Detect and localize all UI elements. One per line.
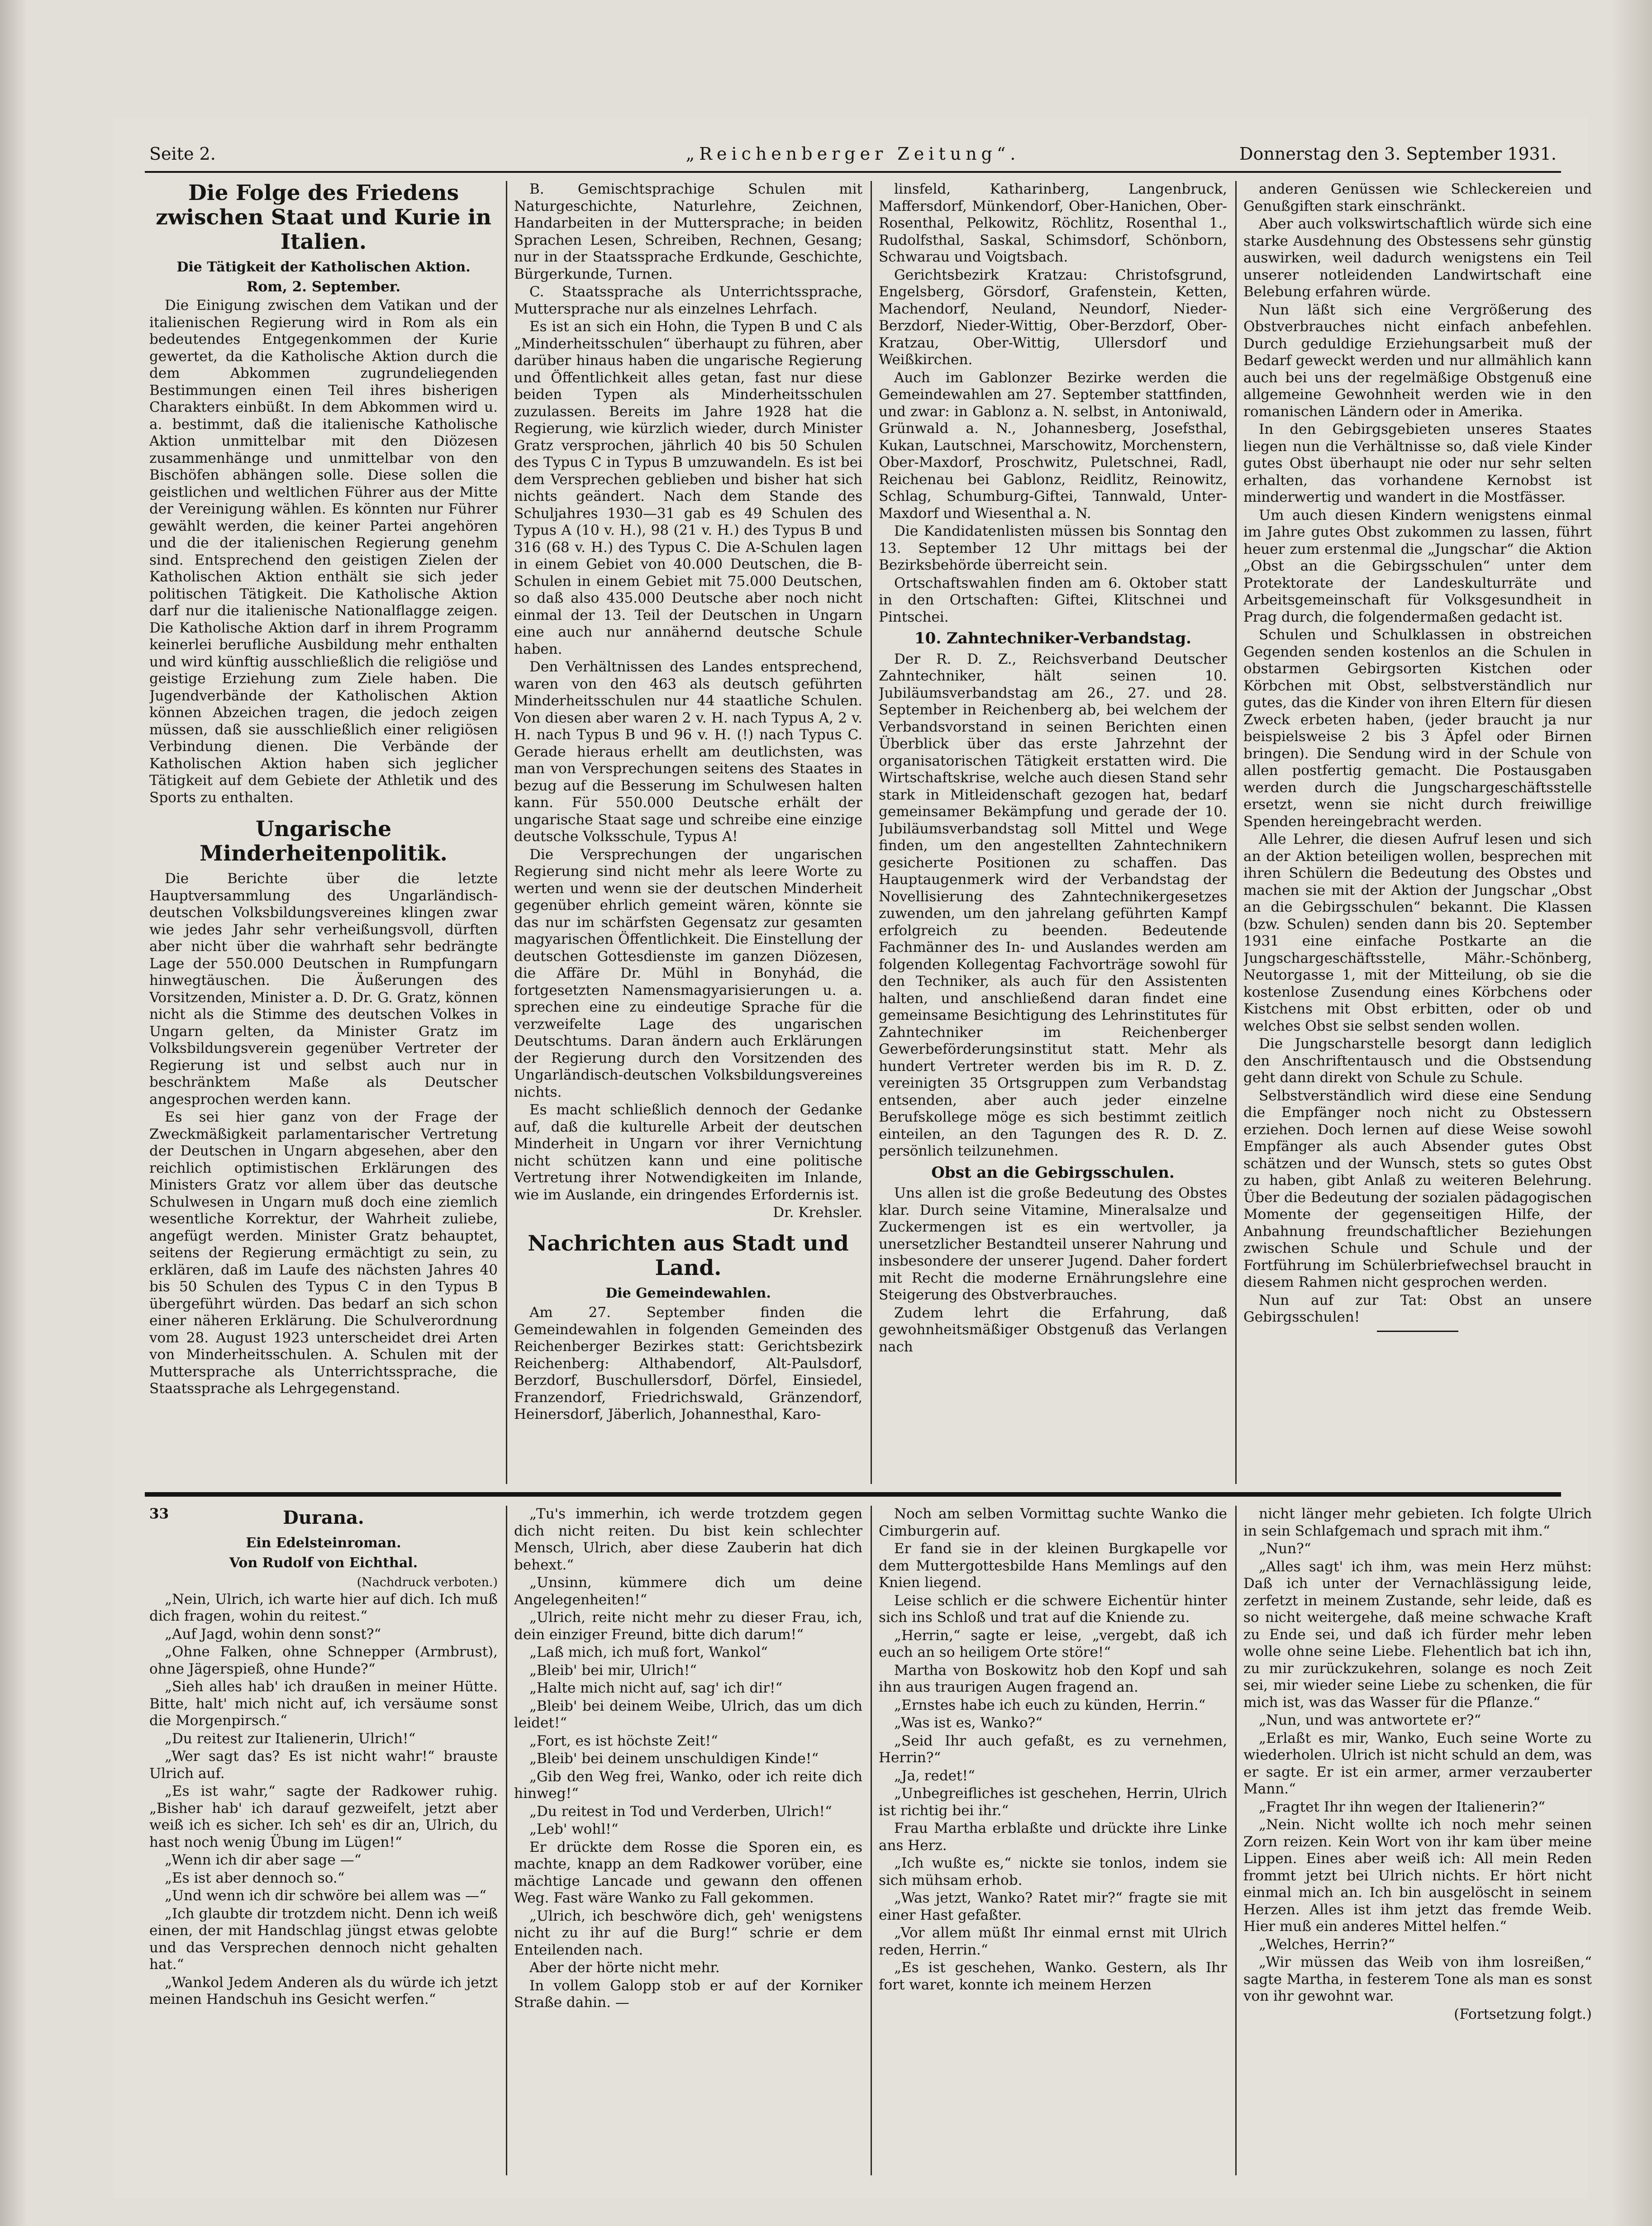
serial-paragraph: „Ohne Falken, ohne Schnepper (Armbrust), ohne Jägerspieß, ohne Hunde?“ — [149, 1644, 498, 1677]
paragraph: linsfeld, Katharinberg, Langenbruck, Maffersdorf, Münkendorf, Ober-Hanichen, Ober-Rosenthal, Pelkowitz, Röchlitz, Rosenthal 1., Rudolfsthal, Saskal, Schimsdorf, Schönborn, Schwarau und Voigtsbach. — [879, 181, 1227, 265]
column-divider — [1235, 1506, 1237, 2175]
serial-paragraph: Leise schlich er die schwere Eichentür hinter sich ins Schloß und trat auf die Kniende zu. — [879, 1592, 1227, 1626]
end-rule — [1377, 1331, 1458, 1332]
serial-paragraph: Er fand sie in der kleinen Burgkapelle vor dem Muttergottesbilde Hans Memlings auf den Knien liegend. — [879, 1541, 1227, 1591]
serial-text — [514, 1506, 862, 2012]
article-subtitle-italy: Die Tätigkeit der Katholischen Aktion. — [176, 259, 471, 275]
serial-column-3 — [879, 1506, 1227, 2184]
paragraph: B. Gemischtsprachige Schulen mit Naturgeschichte, Naturlehre, Zeichnen, Handarbeiten in der Muttersprache; in beiden Sprachen Lesen, Schreiben, Rechnen, Gesang; nur in der Staatssprache Erdkunde, Geschichte, Bürgerkunde, Turnen. — [514, 181, 862, 282]
paragraph: Selbstverständlich wird diese eine Sendung die Empfänger noch nicht zu Obstessern erziehen. Doch lernen auf diese Weise sowohl Empfänger als auch Absender gutes Obst schätzen und der Wunsch, stets so gutes Obst zu haben, gibt Anlaß zu weiteren Belehrung. Über die Bedeutung der sozialen pädagogischen Momente der gegenseitigen Hilfe, der Anbahnung freundschaftlicher Beziehungen zwischen Schule und Schule und der Fortführung im Schülerbriefwechsel braucht in diesem Rahmen nicht gesprochen werden. — [1243, 1087, 1592, 1290]
paragraph: Alle Lehrer, die diesen Aufruf lesen und sich an der Aktion beteiligen wollen, besprechen mit ihren Schülern die Bedeutung des Obstes und machen sie mit der Aktion der Jungschar „Obst an die Gebirgsschulen“ bekannt. Die Klassen (bzw. Schulen) senden dann bis 20. September 1931 eine einfache Postkarte an die Jungschargeschäftsstelle, Mähr.-Schönberg, Neutorgasse 1, mit der Mitteilung, ob sie die kostenlose Zusendung eines Körbchens oder Kistchens mit Obst erbitten, oder ob und welches Obst sie selbst senden wollen. — [1243, 831, 1592, 1034]
column-2 — [514, 181, 862, 1479]
serial-paragraph: „Wankol Jedem Anderen als du würde ich jetzt meinen Handschuh ins Gesicht werfen.“ — [149, 1974, 498, 2007]
serial-paragraph: „Es ist aber dennoch so.“ — [165, 1869, 345, 1886]
serial-paragraph: In vollem Galopp stob er auf der Korniker Straße dahin. — — [514, 1977, 862, 2011]
serial-paragraph: „Wir müssen das Weib von ihm losreißen,“ sagte Martha, in festerem Tone als man es sonst von ihr gewohnt war. — [1243, 1954, 1592, 2004]
paragraph: Um auch diesen Kindern wenigstens einmal im Jahre gutes Obst zukommen zu lassen, führt heuer zum erstenmal die „Jungschar“ die Aktion „Obst an die Gebirgsschulen“ unter dem Protektorate der Landeskulturräte und Arbeitsgemeinschaft für Volksgesundheit in Prag durch, die folgendermaßen gedacht ist. — [1243, 507, 1592, 625]
serial-paragraph: „Alles sagt' ich ihm, was mein Herz mühst: Daß ich unter der Vernachlässigung leide, zerfetzt in meinem Zustande, sehr leide, daß es so nicht weitergehe, daß meine schwache Kraft zu Ende sei, und daß ich fürder mehr leben wolle ohne seine Liebe. Flehentlich bat ich ihn, zu mir zurückzukehren, solange es noch Zeit sei, mir wieder seine Liebe zu schenken, die für mich ist, was das Wasser für die Pflanze.“ — [1243, 1558, 1592, 1711]
serial-paragraph: „Und wenn ich dir schwöre bei allem was —“ — [165, 1888, 486, 1904]
newspaper-page — [113, 118, 1592, 2199]
serial-paragraph: „Ja, redet!“ — [894, 1767, 975, 1784]
serial-paragraph: „Was jetzt, Wanko? Ratet mir?“ fragte sie mit einer Hast gefaßter. — [879, 1890, 1227, 1923]
paragraph: Uns allen ist die große Bedeutung des Obstes klar. Durch seine Vitamine, Mineralsalze und Zuckermengen ist es ein wertvoller, ja unersetzlicher Bestandteil unserer Nahrung und insbesondere der unserer Jugend. Daher fordert mit Recht die moderne Ernährungslehre eine Steigerung des Obstverbrauches. — [879, 1185, 1227, 1303]
serial-paragraph: (Fortsetzung folgt.) — [1454, 2006, 1592, 2022]
paragraph: Am 27. September finden die Gemeindewahlen in folgenden Gemeinden des Reichenberger Bezirkes statt: Gerichtsbezirk Reichenberg: Althabendorf, Alt-Paulsdorf, Berzdorf, Buschullersdorf, Dörfel, Einsiedel, Franzendorf, Friedrichswald, Gränzendorf, Heinersdorf, Jäberlich, Johannesthal, Karo- — [514, 1304, 862, 1422]
paragraph: Nun läßt sich eine Vergrößerung des Obstverbrauches nicht einfach anbefehlen. Durch geduldige Erziehungsarbeit muß der Bedarf geweckt werden und nur allmählich kann auch bei uns der regelmäßige Obstgenuß eine allgemeine Gewohnheit werden wie in den romanischen Ländern oder in Amerika. — [1243, 301, 1592, 420]
paragraph: Es sei hier ganz von der Frage der Zweckmäßigkeit parlamentarischer Vertretung der Deutschen in Ungarn abgesehen, aber den reichlich optimistischen Erklärungen des Ministers Gratz vor allem über das deutsche Schulwesen in Ungarn muß doch eine ziemlich wesentliche Korrektur, der Wahrheit zuliebe, angefügt werden. Minister Gratz behauptet, seitens der Regierung ermächtigt zu sein, zu erklären, daß im Laufe des nächsten Jahres 40 bis 50 Schulen des Typus C in den Typus B übergeführt würden. Das bedarf an sich schon einer näheren Erklärung. Die Schulverordnung vom 28. August 1923 unterscheidet drei Arten von Minderheitsschulen. A. Schulen mit der Muttersprache als Unterrichtssprache, die Staatssprache als Lehrgegenstand. — [149, 1109, 498, 1397]
serial-paragraph: „Ich wußte es,“ nickte sie tonlos, indem sie sich mühsam erhob. — [879, 1855, 1227, 1888]
paragraph: Nun auf zur Tat: Obst an unsere Gebirgsschulen! — [1243, 1292, 1592, 1325]
serial-genre: Ein Edelsteinroman. — [246, 1535, 401, 1551]
paragraph: Der R. D. Z., Reichsverband Deutscher Zahntechniker, hält seinen 10. Jubiläumsverbandstag am 26., 27. und 28. September in Reichenberg ab, bei welchem der Verbandsvorstand in seinen Berichten einen Überblick über das erste Jahrzehnt der organisatorischen Tätigkeit erstatten wird. Die Wirtschaftskrise, welche auch diesen Stand sehr stark in Mitleidenschaft gezogen hat, bedarf gemeinsamer Bekämpfung und gerade der 10. Jubiläumsverbandstag soll Mittel und Wege finden, um den angestellten Zahntechnikern gesicherte Positionen zu schaffen. Das Hauptaugenmerk wird der Verbandstag der Novellisierung des Zahntechnikergesetzes zuwenden, um den jahrelang geführten Kampf erfolgreich zu beenden. Bedeutende Fachmänner des In- und Auslandes werden am folgenden Kollegentag Fachvorträge sowohl für den Techniker, als auch für den Assistenten halten, und anschließend daran findet eine gemeinsame Besichtigung des Lehrinstitutes für Zahntechniker im Reichenberger Gewerbeförderungsinstitut statt. Mehr als hundert Vertreter werden bis im R. D. Z. vereinigten 35 Ortsgruppen zum Verbandstag entsenden, aber auch jeder einzelne Berufskollege möge es sich bestimmt zeitlich einteilen, an den Tagungen des R. D. Z. persönlich teilzunehmen. — [879, 651, 1227, 1159]
serial-paragraph: „Nein. Nicht wollte ich noch mehr seinen Zorn reizen. Kein Wort von ihr kam über meine Lippen. Eines aber weiß ich: All mein Reden frommt jetzt bei Ulrich nichts. Er hört nicht einmal mich an. Ich bin ausgelöscht in seinem Herzen. Alles ist ihm jetzt das fremde Weib. Hier muß ein anderes Mittel helfen.“ — [1243, 1817, 1592, 1935]
serial-text — [1243, 1506, 1592, 2023]
serial-paragraph: „Es ist wahr,“ sagte der Radkower ruhig. „Bisher hab' ich darauf gezweifelt, jetzt aber weiß ich es sicher. Ich seh' es dir an, Ulrich, du hast noch wenig Übung im Lügen!“ — [149, 1783, 498, 1850]
reprint-notice: (Nachdruck verboten.) — [357, 1575, 498, 1589]
paragraph: Es ist an sich ein Hohn, die Typen B und C als „Minderheitsschulen“ überhaupt zu führen, aber darüber hinaus haben die ungarische Regierung und Öffentlichkeit alles getan, fast nur diese beiden Typen als Minderheitsschulen zuzulassen. Bereits im Jahre 1928 hat die Regierung, wie kürzlich wieder, durch Minister Gratz versprochen, jährlich 40 bis 50 Schulen des Typus C in Typus B umzuwandeln. Es ist bei dem Versprechen geblieben und bisher hat sich nichts geändert. Nach dem Stande des Schuljahres 1930—31 gab es 49 Schulen des Typus A (10 v. H.), 98 (21 v. H.) des Typus B und 316 (68 v. H.) des Typus C. Die A-Schulen lagen in einem Gebiet von 40.000 Deutschen, die B-Schulen in einem Gebiet mit 75.000 Deutschen, so daß also 435.000 Deutsche aber noch nicht einmal der 13. Teil der Deutschen in Ungarn eine auch nur annähernd deutsche Schule haben. — [514, 319, 862, 657]
serial-paragraph: „Bleib' bei deinem Weibe, Ulrich, das um dich leidet!“ — [514, 1698, 862, 1731]
serial-author: Von Rudolf von Eichthal. — [229, 1555, 418, 1571]
serial-paragraph: Noch am selben Vormittag suchte Wanko die Cimburgerin auf. — [879, 1506, 1227, 1539]
serial-paragraph: „Tu's immerhin, ich werde trotzdem gegen dich nicht reiten. Du bist kein schlechter Mensch, Ulrich, aber diese Zauberin hat dich behext.“ — [514, 1506, 862, 1573]
serial-paragraph: „Erlaßt es mir, Wanko, Euch seine Worte zu wiederholen. Ulrich ist nicht schuld an dem, was er sagte. Er ist ein armer, armer verzauberter Mann.“ — [1243, 1730, 1592, 1797]
serial-episode-number: 33 — [149, 1506, 169, 1522]
serial-text — [879, 1506, 1227, 1993]
serial-paragraph: „Wenn ich dir aber sage —“ — [165, 1852, 362, 1868]
paragraph: In den Gebirgsgebieten unseres Staates liegen nun die Verhältnisse so, daß viele Kinder gutes Obst überhaupt nie oder nur sehr selten erhalten, das vorhandene Kernobst ist minderwertig und wandert in die Mostfässer. — [1243, 421, 1592, 505]
author-signature: Dr. Krehsler. — [773, 1204, 862, 1221]
paragraph: Die Versprechungen der ungarischen Regierung sind nicht mehr als leere Worte zu werten und wenn sie der deutschen Minderheit gegenüber ehrlich gemeint wären, könnte sie das nur im schärfsten Gegensatz zur gesamten magyarischen Öffentlichkeit. Die Einstellung der deutschen Gottesdienste im ganzen Diözesen, die Affäre Dr. Mühl in Bonyhád, die fortgesetzten Namensmagyarisierungen u. a. sprechen eine zu eindeutige Sprache für die verzweifelte Lage des ungarischen Deutschtums. Daran ändern auch Erklärungen der Regierung durch den Vorsitzenden des Ungarländisch-deutschen Volksbildungsvereines nichts. — [514, 846, 862, 1100]
page-number: Seite 2. — [149, 144, 216, 164]
article-title-italy: Die Folge des Friedens zwischen Staat und Kurie in Italien. — [156, 181, 491, 254]
serial-paragraph: „Bleib' bei deinem unschuldigen Kinde!“ — [529, 1750, 819, 1767]
paragraph: Zudem lehrt die Erfahrung, daß gewohnheitsmäßiger Obstgenuß das Verlangen nach — [879, 1304, 1227, 1355]
column-3 — [879, 181, 1227, 1479]
serial-column-2 — [514, 1506, 862, 2184]
serial-paragraph: „Es ist geschehen, Wanko. Gestern, als Ihr fort waret, konnte ich meinem Herzen — [879, 1960, 1227, 1993]
serial-paragraph: „Seid Ihr auch gefaßt, es zu vernehmen, Herrin?“ — [879, 1732, 1227, 1766]
article-title-hungary: Ungarische Minderheitenpolitik. — [200, 817, 448, 866]
serial-paragraph: „Du reitest in Tod und Verderben, Ulrich!“ — [529, 1803, 832, 1820]
serial-paragraph: „Ulrich, reite nicht mehr zu dieser Frau, ich, dein einziger Freund, bitte dich darum!“ — [514, 1609, 862, 1643]
serial-paragraph: „Fragtet Ihr ihn wegen der Italienerin?“ — [1259, 1798, 1546, 1815]
paragraph: Den Verhältnissen des Landes entsprechend, waren von den 463 als deutsch geführten Minderheitsschulen nur 44 staatliche Schulen. Von diesen aber waren 2 v. H. nach Typus A, 2 v. H. nach Typus B und 96 v. H. (!) nach Typus C. Gerade hieraus erhellt am deutlichsten, was man von Versprechungen seitens des Staates in bezug auf die Besserung im Schulwesen halten kann. Für 550.000 Deutsche erhält der ungarische Staat sage und schreibe eine einzige deutsche Volksschule, Typus A! — [514, 659, 862, 845]
serial-paragraph: Aber der hörte nicht mehr. — [529, 1960, 720, 1976]
serial-paragraph: „Herrin,“ sagte er leise, „vergebt, daß ich euch an so heiligem Orte störe!“ — [879, 1627, 1227, 1660]
section-title-local-news: Nachrichten aus Stadt und Land. — [528, 1231, 849, 1280]
serial-paragraph: „Wer sagt das? Es ist nicht wahr!“ brauste Ulrich auf. — [149, 1748, 498, 1782]
serial-paragraph: „Unbegreifliches ist geschehen, Herrin, Ulrich ist richtig bei ihr.“ — [879, 1785, 1227, 1819]
serial-paragraph: nicht länger mehr gebieten. Ich folgte Ulrich in sein Schlafgemach und sprach mit ihm.“ — [1243, 1506, 1592, 1539]
page-header — [149, 140, 1557, 167]
column-divider — [871, 1506, 872, 2175]
newspaper-title: „Reichenberger Zeitung“. — [686, 144, 1020, 164]
serial-paragraph: „Ich glaubte dir trotzdem nicht. Denn ich weiß einen, der mit Handschlag jüngst etwas gelobte und das Versprechen dennoch nicht gehalten hat.“ — [149, 1905, 498, 1973]
serial-paragraph: „Auf Jagd, wohin denn sonst?“ — [165, 1626, 381, 1642]
serial-title: Durana. — [283, 1507, 364, 1528]
paragraph: Schulen und Schulklassen in obstreichen Gegenden senden kostenlos an die Schulen in obstarmen Gebirgsorten Kistchen oder Körbchen mit Obst, selbstverständlich nur gutes, das die Kinder von ihren Eltern für diesen Zweck erbeten haben, (jeder braucht ja nur beispielsweise 2 bis 3 Äpfel oder Birnen bringen). Die Sendung wird in der Schule von allen postfertig gemacht. Die Postausgaben werden durch die Jungschargeschäftsstelle ersetzt, wenn sie nicht durch freiwillige Spenden hereingebracht werden. — [1243, 627, 1592, 830]
serial-paragraph: „Ernstes habe ich euch zu künden, Herrin.“ — [894, 1697, 1206, 1713]
paragraph: anderen Genüssen wie Schleckereien und Genußgiften stark einschränkt. — [1243, 181, 1592, 214]
serial-paragraph: Martha von Boskowitz hob den Kopf und sah ihn aus traurigen Augen fragend an. — [879, 1662, 1227, 1695]
serial-paragraph: „Leb' wohl!“ — [529, 1821, 619, 1837]
serial-paragraph: „Nein, Ulrich, ich warte hier auf dich. Ich muß dich fragen, wohin du reitest.“ — [149, 1591, 498, 1624]
paragraph: Die Jungscharstelle besorgt dann lediglich den Anschriftentausch und die Obstsendung geht dann direkt von Schule zu Schule. — [1243, 1036, 1592, 1086]
header-rule — [145, 171, 1561, 173]
paragraph: Es macht schließlich dennoch der Gedanke auf, daß die kulturelle Arbeit der deutschen Minderheit in Ungarn vor ihrer Vernichtung nicht schützen kann und eine politische Vertretung ihrer Notwendigkeiten im Inlande, wie im Auslande, ein dringendes Erfordernis ist. — [514, 1102, 862, 1203]
serial-paragraph: „Du reitest zur Italienerin, Ulrich!“ — [165, 1730, 416, 1747]
serial-column-4 — [1243, 1506, 1592, 2184]
article-title-fruit: Obst an die Gebirgsschulen. — [931, 1163, 1175, 1182]
serial-paragraph: Er drückte dem Rosse die Sporen ein, es machte, knapp an dem Radkower vorüber, eine mächtige Lancade und gewann den offenen Weg. Fast wäre Wanko zu Fall gekommen. — [514, 1839, 862, 1906]
serial-paragraph: „Halte mich nicht auf, sag' ich dir!“ — [529, 1680, 783, 1696]
serial-paragraph: „Nun, und was antwortete er?“ — [1259, 1712, 1481, 1728]
paragraph: Die Einigung zwischen dem Vatikan und der italienischen Regierung wird in Rom als ein bedeutendes Entgegenkommen der Kurie gewertet, da die Katholische Aktion durch die dem Abkommen zugrundeliegenden Bestimmungen einen Teil ihres bisherigen Charakters einbüßt. In dem Abkommen wird u. a. bestimmt, daß die italienische Katholische Aktion unmittelbar mit den Diözesen zusammenhänge und unmittelbar von den Bischöfen abhängen solle. Diese sollen die geistlichen und weltlichen Führer aus der Mitte der Vereinigung wählen. Es könnten nur Führer gewählt werden, die keiner Partei angehören und die der italienischen Regierung genehm sind. Entsprechend den geistigen Zielen der Katholischen Aktion enthält sie sich jeder politischen Tätigkeit. Die Katholische Aktion darf nur die italienische Nationalflagge zeigen. Die Katholische Aktion darf in ihrem Programm keinerlei berufliche Ausbildung mehr enthalten und wird künftig ausschließlich die religiöse und geistige Erziehung zum Ziele haben. Die Jugendverbände der Katholischen Aktion können Abzeichen tragen, die jedoch zeigen müssen, daß sie ausschließlich einer religiösen Verbindung dienen. Die Verbände der Katholischen Aktion haben sich jeglicher Tätigkeit auf dem Gebiete der Athletik und des Sports zu enthalten. — [149, 297, 498, 806]
column-divider — [506, 1506, 507, 2175]
paragraph: Aber auch volkswirtschaftlich würde sich eine starke Ausdehnung des Obstessens sehr günstig auswirken, weil dadurch wenigstens ein Teil unserer notleidenden Landwirtschaft eine Belebung erfahren würde. — [1243, 216, 1592, 300]
serial-paragraph: „Nun?“ — [1259, 1541, 1311, 1557]
paragraph: Die Kandidatenlisten müssen bis Sonntag den 13. September 12 Uhr mittags bei der Bezirksbehörde überreicht sein. — [879, 523, 1227, 573]
serial-paragraph: „Welches, Herrin?“ — [1259, 1936, 1395, 1953]
dateline: Rom, 2. September. — [246, 278, 401, 295]
feuilleton-separator — [145, 1492, 1561, 1497]
serial-paragraph: „Gib den Weg frei, Wanko, oder ich reite dich hinweg!“ — [514, 1768, 862, 1802]
column-divider — [506, 181, 507, 1484]
paragraph: Ortschaftswahlen finden am 6. Oktober statt in den Ortschaften: Giftei, Klitschnei und Pintschei. — [879, 575, 1227, 625]
paragraph: Die Berichte über die letzte Hauptversammlung des Ungarländisch-deutschen Volksbildungsvereines klingen zwar wie jedes Jahr sehr verheißungsvoll, dürften aber nicht über die wahrhaft sehr bedrängte Lage der 550.000 Deutschen in Rumpfungarn hinwegtäuschen. Die Äußerungen des Vorsitzenden, Minister a. D. Dr. G. Gratz, können nicht als die Stimme des deutschen Volkes in Ungarn gelten, da Minister Gratz im Volksbildungsverein gegenüber Vertreter der Regierung ist und selbst auch nur in beschränktem Maße als Deutscher angesprochen werden kann. — [149, 870, 498, 1108]
serial-paragraph: „Bleib' bei mir, Ulrich!“ — [529, 1662, 697, 1679]
serial-paragraph: „Laß mich, ich muß fort, Wankol“ — [529, 1644, 768, 1660]
serial-column-1 — [149, 1506, 498, 2184]
paragraph: C. Staatssprache als Unterrichtssprache, Muttersprache nur als einzelnes Lehrfach. — [514, 284, 862, 317]
serial-paragraph: Frau Martha erblaßte und drückte ihre Linke ans Herz. — [879, 1820, 1227, 1854]
column-1 — [149, 181, 498, 1479]
serial-paragraph: „Was ist es, Wanko?“ — [894, 1715, 1043, 1731]
column-4 — [1243, 181, 1592, 1479]
paragraph: Auch im Gablonzer Bezirke werden die Gemeindewahlen am 27. September stattfinden, und zwar: in Gablonz a. N. selbst, in Antoniwald, Grünwald a. N., Johannesberg, Josefsthal, Kukan, Lautschnei, Marschowitz, Morchenstern, Ober-Maxdorf, Proschwitz, Puletschnei, Radl, Reichenau bei Gablonz, Reidlitz, Reinowitz, Schlag, Schumburg-Giftei, Tannwald, Unter-Maxdorf und Wiesenthal a. N. — [879, 369, 1227, 522]
column-divider — [871, 181, 872, 1484]
serial-paragraph: „Ulrich, ich beschwöre dich, geh' wenigstens nicht zu ihr auf die Burg!“ schrie er dem Enteilenden nach. — [514, 1907, 862, 1958]
paragraph: Gerichtsbezirk Kratzau: Christofsgrund, Engelsberg, Görsdorf, Grafenstein, Ketten, Machendorf, Neuland, Neundorf, Nieder-Berzdorf, Nieder-Wittig, Ober-Berzdorf, Ober-Kratzau, Ober-Wittig, Ullersdorf und Weißkirchen. — [879, 266, 1227, 368]
article-title-dentists: 10. Zahntechniker-Verbandstag. — [914, 629, 1191, 647]
issue-date: Donnerstag den 3. September 1931. — [1239, 144, 1557, 164]
serial-paragraph: „Vor allem müßt Ihr einmal ernst mit Ulrich reden, Herrin.“ — [879, 1925, 1227, 1958]
serial-text — [149, 1591, 498, 2008]
column-divider — [1235, 181, 1237, 1484]
serial-paragraph: „Sieh alles hab' ich draußen in meiner Hütte. Bitte, halt' mich nicht auf, ich versäume sonst die Morgenpirsch.“ — [149, 1679, 498, 1729]
article-subtitle-elections: Die Gemeindewahlen. — [605, 1285, 771, 1301]
serial-paragraph: „Unsinn, kümmere dich um deine Angelegenheiten!“ — [514, 1574, 862, 1608]
serial-paragraph: „Fort, es ist höchste Zeit!“ — [529, 1732, 718, 1749]
